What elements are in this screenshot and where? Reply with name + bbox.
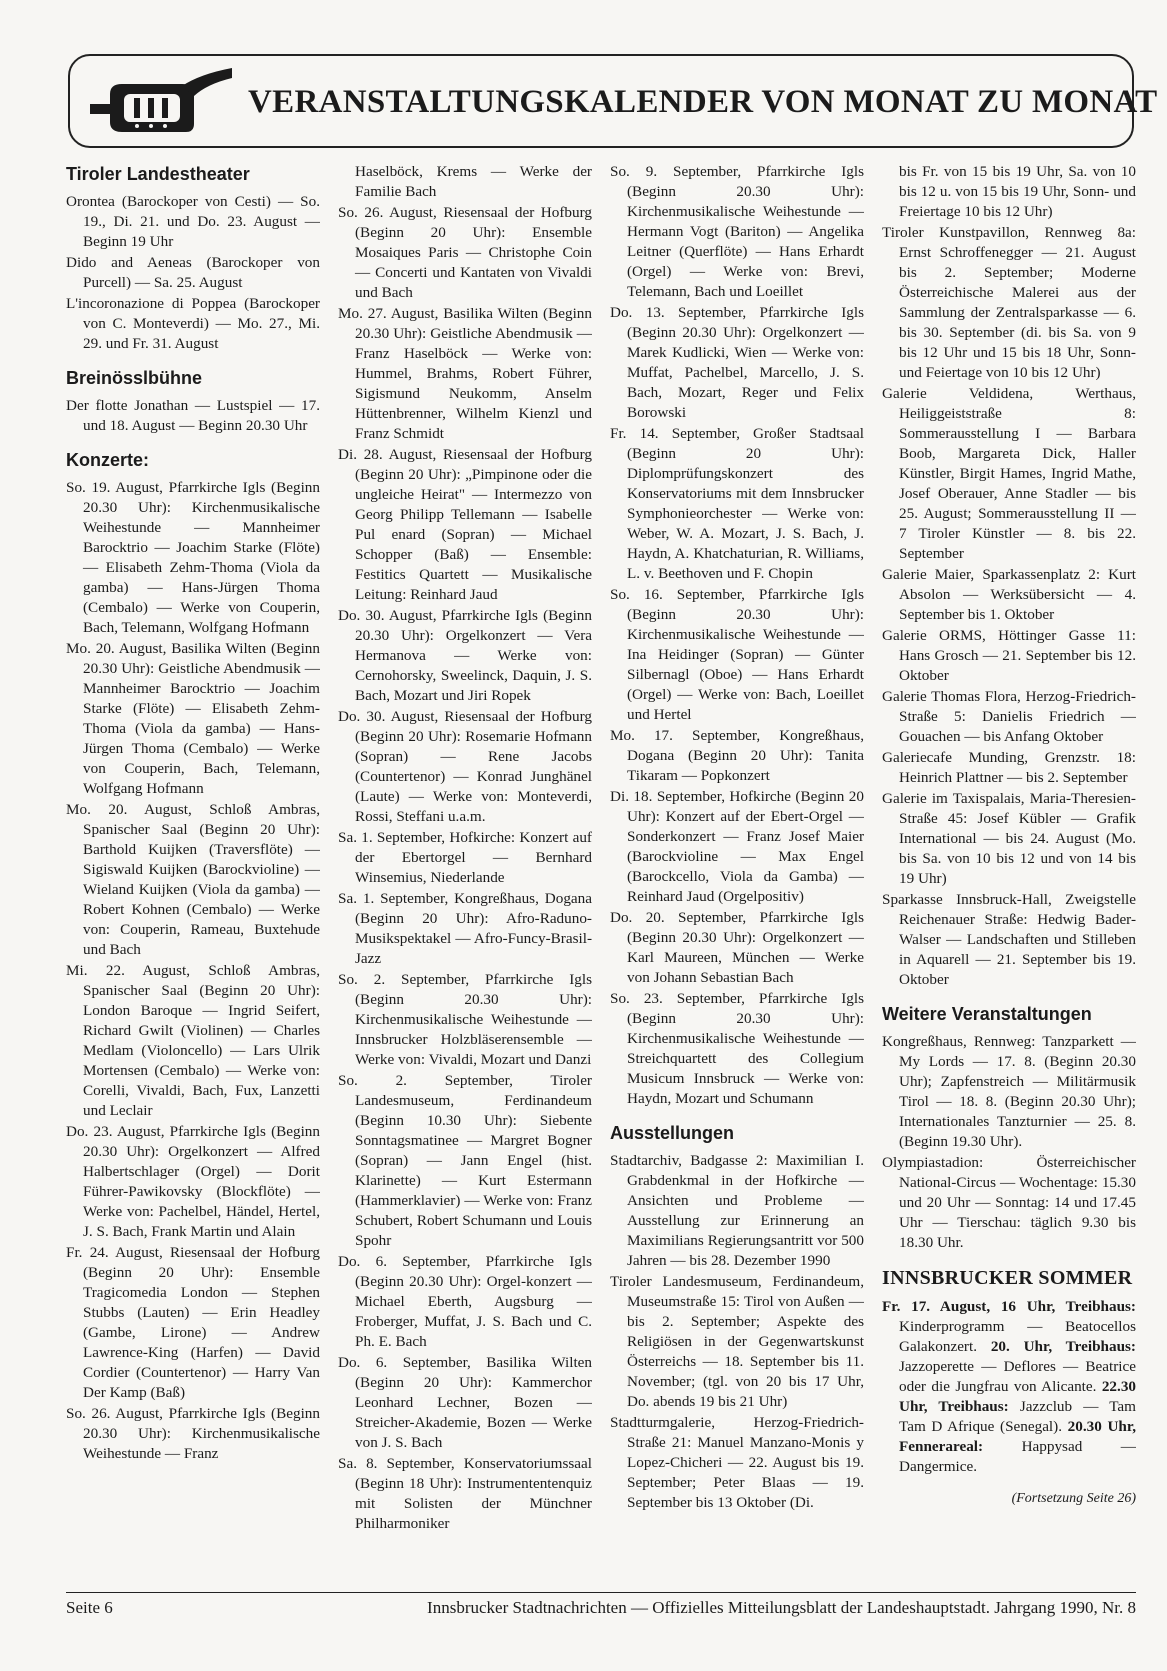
- event-entry: Kongreßhaus, Rennweg: Tanzparkett — My Lords — 17. 8. (Beginn 20.30 Uhr); Zapfenstreich — Militärmusik Tirol — 18. 8. (Beginn 20.30 Uhr); Internationales Tanzturnier — 25. 8. (Beginn 19.30 Uhr).: [882, 1033, 1136, 1150]
- event-text: Jazzoperette — Deflores — Beatrice oder die Jungfrau von Alicante.: [899, 1358, 1136, 1395]
- continued-entry: bis Fr. von 15 bis 19 Uhr, Sa. von 10 bis 12 u. von 15 bis 19 Uhr, Sonn- und Freiertage 10 bis 12 Uhr): [899, 163, 1136, 220]
- column-3: [610, 162, 864, 1567]
- section: [66, 450, 320, 1464]
- event-entry: Orontea (Barockoper von Cesti) — So. 19., Di. 21. und Do. 23. August — Beginn 19 Uhr: [66, 193, 320, 250]
- column-1: [66, 162, 320, 1567]
- innsbrucker-sommer-section: [882, 1267, 1136, 1507]
- event-entry: Mo. 17. September, Kongreßhaus, Dogana (Beginn 20 Uhr): Tanita Tikaram — Popkonzert: [610, 727, 864, 784]
- event-entry: Olympiastadion: Österreichischer National-Circus — Wochentage: 15.30 und 20 Uhr — Sonntag: 14 und 17.45 Uhr — Tierschau: täglich 9.30 bis 18.30 Uhr.: [882, 1154, 1136, 1251]
- event-entry: Do. 6. September, Basilika Wilten (Beginn 20 Uhr): Kammerchor Leonhard Lechner, Bozen — Streicher-Akademie, Bozen — Werke von J. S. Bach: [338, 1354, 592, 1451]
- event-entry: So. 26. August, Riesensaal der Hofburg (Beginn 20 Uhr): Ensemble Mosaiques Paris — Christophe Coin — Concerti und Kantaten von Vivaldi und Bach: [338, 204, 592, 301]
- event-entry: Stadtarchiv, Badgasse 2: Maximilian I. Grabdenkmal in der Hofkirche — Ansichten und Probleme — Ausstellung zur Erinnerung an Maximilians Regierungsantritt vor 500 Jahren — bis 28. Dezember 1990: [610, 1152, 864, 1269]
- event-entry: Sparkasse Innsbruck-Hall, Zweigstelle Reichenauer Straße: Hedwig Bader-Walser — Landschaften und Stilleben in Aquarell — 21. September bis 19. Oktober: [882, 891, 1136, 988]
- event-text: Kinderprogramm — Beatocellos Galakonzert.: [899, 1318, 1136, 1355]
- event-entry: Galerie Veldidena, Werthaus, Heiliggeiststraße 8: Sommerausstellung I — Barbara Boob, Margareta Dick, Haller Künstler, Birgit Hames, Ingrid Mathe, Josef Oberauer, Anne Stadler — bis 25. August; Sommerausstellung II — 7 Tiroler Künstler — 8. bis 22. September: [882, 385, 1136, 562]
- event-entry: Galeriecafe Munding, Grenzstr. 18: Heinrich Plattner — bis 2. September: [882, 749, 1136, 786]
- event-text: Happysad — Dangermice.: [899, 1438, 1136, 1475]
- event-entry: Galerie ORMS, Höttinger Gasse 11: Hans Grosch — 21. September bis 12. Oktober: [882, 627, 1136, 684]
- event-entry: Sa. 1. September, Kongreßhaus, Dogana (Beginn 20 Uhr): Afro-Raduno-Musikspektakel — Afro-Funcy-Brasil-Jazz: [338, 890, 592, 967]
- calendar-columns: [66, 162, 1136, 1567]
- event-entry: Stadtturmgalerie, Herzog-Friedrich-Straße 21: Manuel Manzano-Monis y Lopez-Chicheri — 22. August bis 19. September; Peter Blaas — 19. September bis 13 Oktober (Di.: [610, 1414, 864, 1511]
- footer-divider: [66, 1592, 1136, 1593]
- event-entry: So. 9. September, Pfarrkirche Igls (Beginn 20.30 Uhr): Kirchenmusikalische Weihestunde — Hermann Vogt (Bariton) — Angelika Leitner (Querflöte) — Hans Erhardt (Orgel) — Werke von: Brevi, Telemann, Bach und Loeillet: [610, 163, 864, 300]
- event-entry: Galerie Thomas Flora, Herzog-Friedrich-Straße 5: Danielis Friedrich — Gouachen — bis Anfang Oktober: [882, 688, 1136, 745]
- event-time: 22.30 Uhr, Treibhaus:: [899, 1378, 1136, 1415]
- event-entry: So. 26. August, Pfarrkirche Igls (Beginn 20.30 Uhr): Kirchenmusikalische Weihestunde — Franz: [66, 1405, 320, 1462]
- event-entry: L'incoronazione di Poppea (Barockoper von C. Monteverdi) — Mo. 27., Mi. 29. und Fr. 31. August: [66, 295, 320, 352]
- page-title: VERANSTALTUNGSKALENDER VON MONAT ZU MONAT: [248, 84, 1158, 120]
- section: [610, 1123, 864, 1513]
- section: [338, 162, 592, 1534]
- event-entry: Tiroler Kunstpavillon, Rennweg 8a: Ernst Schroffenegger — 21. August bis 2. September; Moderne Österreichische Malerei aus der Sammlung der Zentralsparkasse — 6. bis 30. September (di. bis Sa. von 9 bis 12 Uhr und 15 bis 18 Uhr, Sonn- und Feiertage von 10 bis 12 Uhr): [882, 224, 1136, 381]
- event-entry: So. 2. September, Tiroler Landesmuseum, Ferdinandeum (Beginn 10.30 Uhr): Siebente Sonntagsmatinee — Margret Bogner (Sopran) — Jann Engel (hist. Klarinette) — Kurt Estermann (Hammerklavier) — Werke von: Franz Schubert, Robert Schumann und Louis Spohr: [338, 1072, 592, 1249]
- event-entry: Galerie im Taxispalais, Maria-Theresien-Straße 45: Josef Kübler — Grafik International — bis 24. August (Mo. bis Sa. von 10 bis 12 und von 14 bis 19 Uhr): [882, 790, 1136, 887]
- section: [66, 164, 320, 354]
- event-entry: Do. 20. September, Pfarrkirche Igls (Beginn 20.30 Uhr): Orgelkonzert — Karl Maureen, München — Werke von Johann Sebastian Bach: [610, 909, 864, 986]
- event-entry: Fr. 24. August, Riesensaal der Hofburg (Beginn 20 Uhr): Ensemble Tragicomedia London — Stephen Stubbs (Lauten) — Erin Headley (Gambe, Lirone) — Andrew Lawrence-King (Harfen) — David Cordier (Countertenor) — Harry Van Der Kamp (Baß): [66, 1244, 320, 1401]
- event-entry: Fr. 14. September, Großer Stadtsaal (Beginn 20 Uhr): Diplomprüfungskonzert des Konservatoriums mit dem Innsbrucker Symphonieorchester — Werke von: Weber, W. A. Mozart, J. S. Bach, J. Haydn, A. Khatchaturian, R. Williams, L. v. Beethoven und F. Chopin: [610, 425, 864, 582]
- section: [882, 162, 1136, 990]
- section-heading: Breinösslbühne: [66, 368, 203, 388]
- event-entry: Mo. 20. August, Basilika Wilten (Beginn 20.30 Uhr): Geistliche Abendmusik — Mannheimer Barocktrio — Joachim Starke (Flöte) — Elisabeth Zehm-Thoma (Viola da gamba) — Hans-Jürgen Thoma (Cembalo) — Werke von Couperin, Bach, Telemann, Wolfgang Hofmann: [66, 640, 320, 797]
- event-entry: Do. 6. September, Pfarrkirche Igls (Beginn 20.30 Uhr): Orgel-konzert — Michael Eberth, Augsburg — Froberger, Muffat, J. S. Bach und C. Ph. E. Bach: [338, 1253, 592, 1350]
- event-entry: Do. 13. September, Pfarrkirche Igls (Beginn 20.30 Uhr): Orgelkonzert — Marek Kudlicki, Wien — Werke von: Muffat, Pachelbel, Marcello, J. S. Bach, Mozart, Reger und Felix Borowski: [610, 304, 864, 421]
- event-entry: So. 2. September, Pfarrkirche Igls (Beginn 20.30 Uhr): Kirchenmusikalische Weihestunde — Innsbrucker Holzbläserensemble — Werke von: Vivaldi, Mozart und Danzi: [338, 971, 592, 1068]
- event-entry: Sa. 8. September, Konservatoriumssaal (Beginn 18 Uhr): Instrumententenquiz mit Solisten der Münchner Philharmoniker: [338, 1455, 592, 1532]
- event-entry: Do. 23. August, Pfarrkirche Igls (Beginn 20.30 Uhr): Orgelkonzert — Alfred Halbertschlager (Orgel) — Dorit Führer-Pawikovsky (Blockflöte) — Werke von: Pachelbel, Händel, Hertel, J. S. Bach, Frank Martin und Alain: [66, 1123, 320, 1240]
- section: [882, 1004, 1136, 1253]
- calendar-header: [68, 54, 1158, 148]
- event-entry: Mi. 22. August, Schloß Ambras, Spanischer Saal (Beginn 20 Uhr): London Baroque — Ingrid Seifert, Richard Gwilt (Violinen) — Charles Medlam (Violoncello) — Lars Ulrik Mortensen (Cembalo) — Werke von: Corelli, Vivaldi, Bach, Fux, Lanzetti und Leclair: [66, 962, 320, 1119]
- event-entry: Di. 18. September, Hofkirche (Beginn 20 Uhr): Konzert auf der Ebert-Orgel — Sonderkonzert — Franz Josef Maier (Barockvioline — Max Engel (Barockcello, Viola da Gamba) — Reinhard Jaud (Orgelpositiv): [610, 788, 864, 905]
- section: [66, 368, 320, 436]
- tuba-icon: [82, 64, 232, 142]
- event-entry: Di. 28. August, Riesensaal der Hofburg (Beginn 20 Uhr): „Pimpinone oder die ungleiche Heirat" — Intermezzo von Georg Philipp Tellemann — Isabelle Pul enard (Sopran) — Michael Schopper (Baß) — Ensemble: Festitics Quartett — Musikalische Leitung: Reinhard Jaud: [338, 446, 592, 603]
- event-text: Jazzclub — Tam Tam D Afrique (Senegal).: [899, 1398, 1136, 1435]
- section: [610, 162, 864, 1109]
- continuation-note: (Fortsetzung Seite 26): [1011, 1491, 1136, 1506]
- section-heading: Konzerte:: [66, 450, 150, 470]
- event-entry: Galerie Maier, Sparkassenplatz 2: Kurt Absolon — Werksübersicht — 4. September bis 1. Oktober: [882, 566, 1136, 623]
- event-entry: Mo. 27. August, Basilika Wilten (Beginn 20.30 Uhr): Geistliche Abendmusik — Franz Haselböck — Werke von: Hummel, Brahms, Robert Führer, Sigismund Neukomm, Anselm Hüttenbrenner, Wilhelm Kienzl und Franz Schmidt: [338, 305, 592, 442]
- event-time: 20.30 Uhr, Fennerareal:: [899, 1418, 1136, 1455]
- event-entry: Mo. 20. August, Schloß Ambras, Spanischer Saal (Beginn 20 Uhr): Barthold Kuijken (Traversflöte) — Sigiswald Kuijken (Barockvioline) — Wieland Kuijken (Viola da gamba) — Robert Kohnen (Cembalo) — Werke von: Couperin, Rameau, Buxtehude und Bach: [66, 801, 320, 958]
- event-entry: So. 16. September, Pfarrkirche Igls (Beginn 20.30 Uhr): Kirchenmusikalische Weihestunde — Ina Heidinger (Sopran) — Günter Silbernagl (Oboe) — Hans Erhardt (Orgel) — Werke von: Bach, Loeillet und Hertel: [610, 586, 864, 723]
- event-entry: Do. 30. August, Pfarrkirche Igls (Beginn 20.30 Uhr): Orgelkonzert — Vera Hermanova — Werke von: Cernohorsky, Sweelinck, Daquin, J. S. Bach, Mozart und Jiri Ropek: [338, 607, 592, 704]
- event-entry: Der flotte Jonathan — Lustspiel — 17. und 18. August — Beginn 20.30 Uhr: [66, 397, 320, 434]
- event-entry: Do. 30. August, Riesensaal der Hofburg (Beginn 20 Uhr): Rosemarie Hofmann (Sopran) — Rene Jacobs (Countertenor) — Konrad Junghänel (Laute) — Werke von: Monteverdi, Rossi, Steffani u.a.m.: [338, 708, 592, 825]
- event-time: 20. Uhr, Treibhaus:: [990, 1338, 1136, 1355]
- event-entry: [882, 1297, 1136, 1477]
- event-entry: So. 23. September, Pfarrkirche Igls (Beginn 20.30 Uhr): Kirchenmusikalische Weihestunde — Streichquartett des Collegium Musicum Innsbruck — Werke von: Haydn, Mozart und Schumann: [610, 990, 864, 1107]
- page-number: Seite 6: [66, 1598, 113, 1617]
- event-time: Fr. 17. August, 16 Uhr, Treibhaus:: [882, 1298, 1136, 1315]
- continued-entry: Haselböck, Krems — Werke der Familie Bach: [355, 163, 592, 200]
- event-entry: So. 19. August, Pfarrkirche Igls (Beginn 20.30 Uhr): Kirchenmusikalische Weihestunde — Mannheimer Barocktrio — Joachim Starke (Flöte) — Elisabeth Zehm-Thoma (Viola da gamba) — Hans-Jürgen Thoma (Cembalo) — Werke von Couperin, Bach, Telemann, Wolfgang Hofmann: [66, 479, 320, 636]
- event-entry: Tiroler Landesmuseum, Ferdinandeum, Museumstraße 15: Tirol von Außen — bis 2. September; Aspekte des Religiösen in der Gegenwartskunst Österreichs — 18. September bis 11. November; (tgl. von 20 bis 17 Uhr, Do. abends 19 bis 21 Uhr): [610, 1273, 864, 1410]
- section-heading: Ausstellungen: [610, 1123, 735, 1143]
- section-heading: Tiroler Landestheater: [66, 164, 250, 184]
- column-2: [338, 162, 592, 1567]
- event-entry: Sa. 1. September, Hofkirche: Konzert auf der Ebertorgel — Bernhard Winsemius, Niederlande: [338, 829, 592, 886]
- section-heading: INNSBRUCKER SOMMER: [882, 1267, 1133, 1289]
- section-heading: Weitere Veranstaltungen: [882, 1004, 1092, 1024]
- column-4: [882, 162, 1136, 1567]
- event-entry: Dido and Aeneas (Barockoper von Purcell) — Sa. 25. August: [66, 254, 320, 291]
- publication-line: Innsbrucker Stadtnachrichten — Offizielles Mitteilungsblatt der Landeshauptstadt. Jahrgang 1990, Nr. 8: [427, 1598, 1136, 1617]
